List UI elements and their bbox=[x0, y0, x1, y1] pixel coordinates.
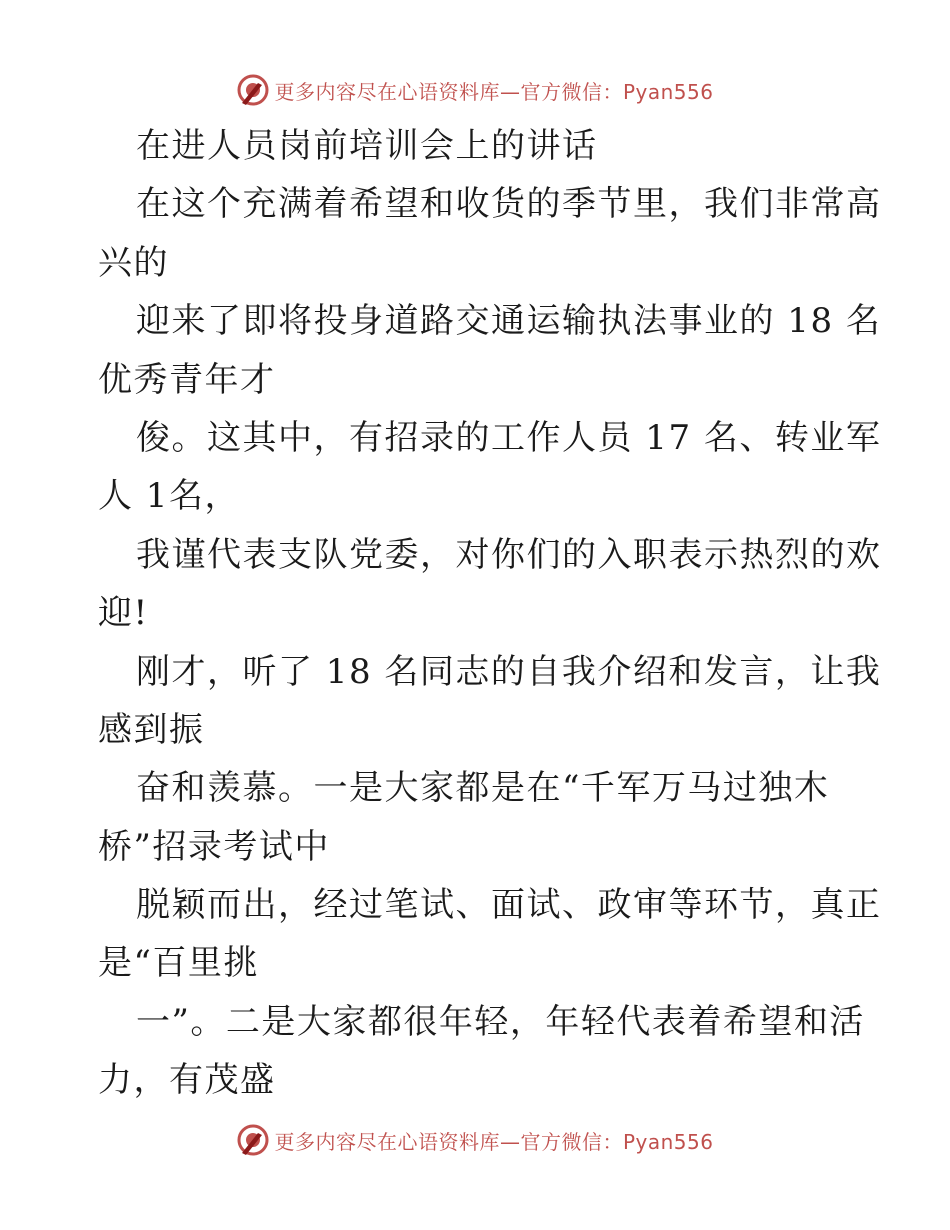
text-line: 迎来了即将投身道路交通运输执法事业的 18 名 bbox=[136, 301, 882, 342]
text-line: 俊。这其中，有招录的工作人员 17 名、转业军 bbox=[136, 417, 882, 458]
text-line: 力，有茂盛 bbox=[98, 1060, 276, 1101]
text-line: 感到振 bbox=[98, 709, 205, 750]
text-line: 人 1名， bbox=[98, 476, 240, 517]
text-line: 刚才，听了 18 名同志的自我介绍和发言，让我 bbox=[136, 651, 882, 692]
watermark-text: 更多内容尽在心语资料库—官方微信：Pyan556 bbox=[274, 1129, 714, 1154]
text-line: 脱颖而出，经过笔试、面试、政审等环节，真正 bbox=[136, 885, 882, 926]
footer-watermark bbox=[0, 1120, 950, 1160]
header-watermark bbox=[0, 70, 950, 110]
pen-logo-icon bbox=[236, 73, 270, 107]
text-line: 桥”招录考试中 bbox=[98, 826, 330, 867]
paragraph-lines bbox=[98, 175, 882, 1109]
watermark-text: 更多内容尽在心语资料库—官方微信：Pyan556 bbox=[274, 79, 714, 104]
text-line: 我谨代表支队党委，对你们的入职表示热烈的欢 bbox=[136, 534, 882, 575]
document-body bbox=[98, 117, 882, 1110]
text-line: 是“百里挑 bbox=[98, 943, 259, 984]
pen-logo-icon bbox=[236, 1123, 270, 1157]
text-line: 优秀青年才 bbox=[98, 359, 276, 400]
text-line: 一”。二是大家都很年轻，年轻代表着希望和活 bbox=[136, 1001, 865, 1042]
text-line: 在这个充满着希望和收货的季节里，我们非常高 bbox=[136, 184, 882, 225]
text-line: 迎! bbox=[98, 593, 149, 634]
text-line: 奋和羡慕。一是大家都是在“千军万马过独木 bbox=[136, 768, 830, 809]
text-line: 兴的 bbox=[98, 242, 169, 283]
document-title: 在进人员岗前培训会上的讲话 bbox=[136, 126, 598, 166]
